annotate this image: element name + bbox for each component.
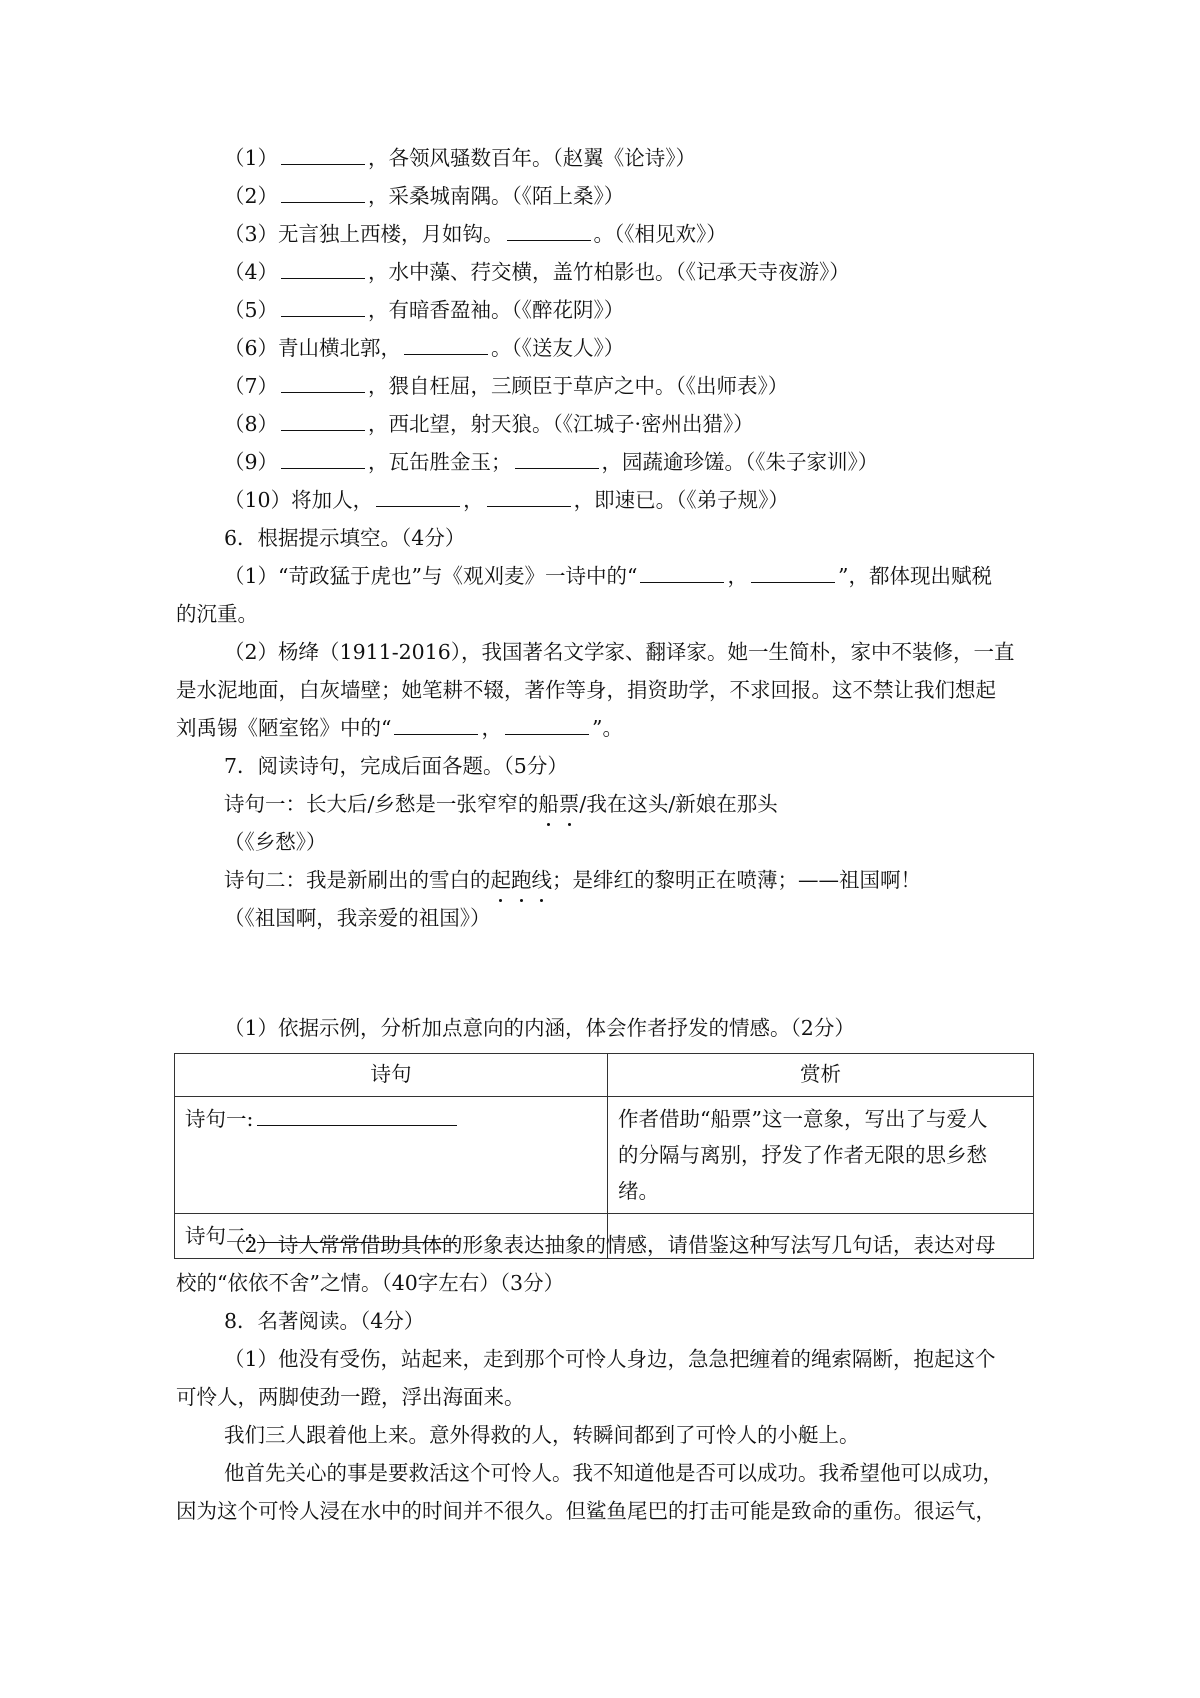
q5-item-2: （2） ，采桑城南隅。（《陌上桑》） — [224, 184, 625, 208]
answer-blank[interactable] — [281, 258, 365, 279]
q8-line3: 我们三人跟着他上来。意外得救的人，转瞬间都到了可怜人的小艇上。 — [224, 1423, 860, 1447]
q7-sub2-line2: 校的“依依不舍”之情。（40字左右）（3分） — [176, 1271, 565, 1295]
answer-blank[interactable] — [505, 714, 589, 735]
table-cell-poem2: 诗句二: — [175, 1214, 608, 1259]
q5-item-7: （7） ，猥自枉屈，三顾臣于草庐之中。（《出师表》） — [224, 374, 789, 398]
analysis-table — [174, 1053, 1034, 1259]
answer-blank[interactable] — [281, 448, 365, 469]
emphasis-dot-char: 票 — [559, 789, 580, 819]
answer-blank[interactable] — [281, 296, 365, 317]
q8-line1: （1）他没有受伤，站起来，走到那个可怜人身边，急急把缠着的绳索隔断，抱起这个 — [224, 1347, 996, 1371]
answer-blank[interactable] — [376, 486, 460, 507]
q6-p1-line1: （1）“苛政猛于虎也”与《观刈麦》一诗中的“ ， ”，都体现出赋税 — [224, 564, 992, 588]
q5-item-9: （9） ，瓦缶胜金玉； ，园蔬逾珍馐。（《朱子家训》） — [224, 450, 879, 474]
answer-blank[interactable] — [394, 714, 478, 735]
table-header-analysis: 赏析 — [608, 1054, 1034, 1097]
answer-blank[interactable] — [281, 144, 365, 165]
table-cell-analysis1: 作者借助“船票”这一意象，写出了与爱人 的分隔与离别，抒发了作者无限的思乡愁绪。 — [608, 1097, 1034, 1214]
q6-p2-line2: 是水泥地面，白灰墙壁；她笔耕不辍，著作等身，捐资助学，不求回报。这不禁让我们想起 — [176, 678, 996, 702]
emphasis-dot-char: 跑 — [511, 865, 532, 895]
answer-blank[interactable] — [640, 562, 724, 583]
q5-item-8: （8） ，西北望，射天狼。（《江城子·密州出猎》） — [224, 412, 754, 436]
q6-heading: 6．根据提示填空。（4分） — [224, 526, 466, 550]
q7-poem2-source: （《祖国啊，我亲爱的祖国》） — [224, 906, 491, 930]
table-header-poem: 诗句 — [175, 1054, 608, 1097]
answer-blank[interactable] — [507, 220, 591, 241]
q6-p2-line1: （2）杨绛（1911-2016），我国著名文学家、翻译家。她一生简朴，家中不装修，一直 — [224, 640, 1015, 664]
emphasis-dot-char: 线 — [532, 865, 553, 895]
q5-item-5: （5） ，有暗香盈袖。（《醉花阴》） — [224, 298, 625, 322]
emphasis-dot-char: 船 — [538, 789, 559, 819]
q6-p2-line3: 刘禹锡《陋室铭》中的“ ， ”。 — [176, 716, 623, 740]
answer-blank[interactable] — [281, 410, 365, 431]
q6-p1-line2: 的沉重。 — [176, 602, 258, 626]
q8-heading: 8．名著阅读。（4分） — [224, 1309, 425, 1333]
q5-item-1: （1） ，各领风骚数百年。（赵翼《论诗》） — [224, 146, 697, 170]
q7-poem1-source: （《乡愁》） — [224, 830, 327, 854]
table-cell-poem1: 诗句一: — [175, 1097, 608, 1214]
answer-blank[interactable] — [281, 372, 365, 393]
q7-poem2: 诗句二：我是新刷出的雪白的起跑线；是绯红的黎明正在喷薄；——祖国啊！ — [224, 865, 921, 895]
q5-item-3: （3）无言独上西楼，月如钩。 。（《相见欢》） — [224, 222, 727, 246]
q8-line2: 可怜人，两脚使劲一蹬，浮出海面来。 — [176, 1385, 525, 1409]
q7-sub2-line1: （2）诗人常常借助具体的形象表达抽象的情感，请借鉴这种写法写几句话，表达对母 — [224, 1233, 996, 1257]
q5-item-6: （6）青山横北郭， 。（《送友人》） — [224, 336, 625, 360]
emphasis-dot-char: 起 — [491, 865, 512, 895]
answer-blank[interactable] — [515, 448, 599, 469]
q5-item-10: （10）将加人， ， ，即速已。（《弟子规》） — [224, 488, 789, 512]
q8-line4: 他首先关心的事是要救活这个可怜人。我不知道他是否可以成功。我希望他可以成功， — [224, 1461, 1003, 1485]
q7-sub1: （1）依据示例，分析加点意向的内涵，体会作者抒发的情感。（2分） — [224, 1016, 855, 1040]
q7-heading: 7．阅读诗句，完成后面各题。（5分） — [224, 754, 568, 778]
answer-blank[interactable] — [487, 486, 571, 507]
answer-blank[interactable] — [404, 334, 488, 355]
answer-blank[interactable] — [751, 562, 835, 583]
answer-blank[interactable] — [281, 182, 365, 203]
answer-blank[interactable] — [257, 1105, 457, 1126]
q5-item-4: （4） ，水中藻、荇交横，盖竹柏影也。（《记承天寺夜游》） — [224, 260, 850, 284]
q8-line5: 因为这个可怜人浸在水中的时间并不很久。但鲨鱼尾巴的打击可能是致命的重伤。很运气， — [176, 1499, 996, 1523]
q7-poem1: 诗句一：长大后/乡愁是一张窄窄的船票/我在这头/新娘在那头 — [224, 789, 778, 819]
